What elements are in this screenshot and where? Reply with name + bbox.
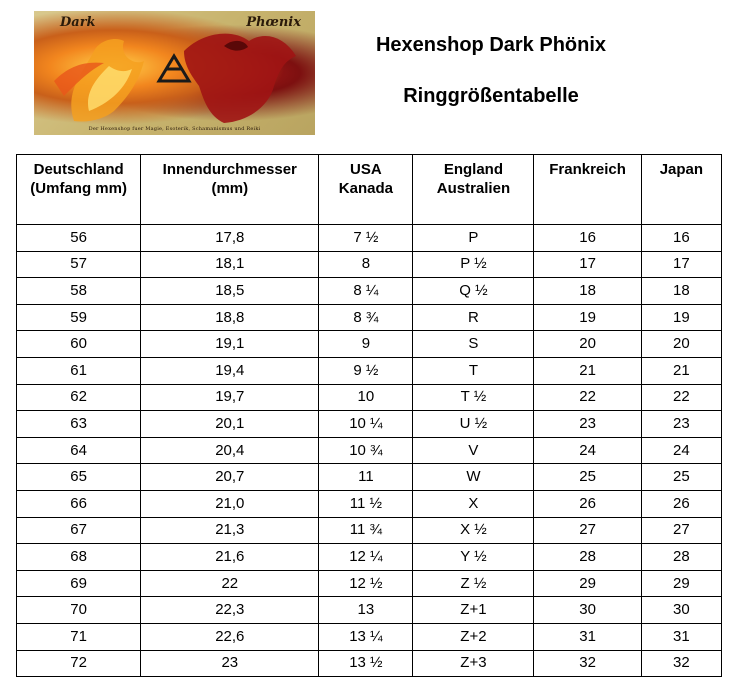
cell-england-australia: Z+2	[413, 623, 534, 650]
cell-japan: 17	[641, 251, 721, 278]
cell-france: 16	[534, 225, 641, 252]
cell-france: 23	[534, 411, 641, 438]
cell-japan: 29	[641, 570, 721, 597]
cell-france: 22	[534, 384, 641, 411]
cell-inner-diameter: 21,0	[141, 490, 319, 517]
cell-inner-diameter: 19,7	[141, 384, 319, 411]
cell-inner-diameter: 18,5	[141, 278, 319, 305]
cell-france: 25	[534, 464, 641, 491]
cell-usa-canada: 9	[319, 331, 413, 358]
cell-japan: 25	[641, 464, 721, 491]
header-usa-canada: USA Kanada	[319, 155, 413, 225]
cell-germany: 66	[17, 490, 141, 517]
cell-england-australia: R	[413, 304, 534, 331]
cell-germany: 57	[17, 251, 141, 278]
cell-japan: 18	[641, 278, 721, 305]
table-row	[17, 304, 722, 331]
cell-inner-diameter: 22	[141, 570, 319, 597]
header-japan: Japan	[641, 155, 721, 225]
cell-france: 29	[534, 570, 641, 597]
cell-usa-canada: 11	[319, 464, 413, 491]
cell-germany: 72	[17, 650, 141, 677]
cell-france: 19	[534, 304, 641, 331]
cell-japan: 16	[641, 225, 721, 252]
cell-japan: 24	[641, 437, 721, 464]
cell-germany: 64	[17, 437, 141, 464]
cell-germany: 71	[17, 623, 141, 650]
cell-inner-diameter: 18,8	[141, 304, 319, 331]
page-subtitle: Ringgrößentabelle	[403, 85, 579, 107]
cell-england-australia: Z ½	[413, 570, 534, 597]
cell-japan: 27	[641, 517, 721, 544]
table-row	[17, 278, 722, 305]
table-row	[17, 411, 722, 438]
cell-england-australia: Z+1	[413, 597, 534, 624]
cell-germany: 56	[17, 225, 141, 252]
cell-germany: 60	[17, 331, 141, 358]
table-row	[17, 517, 722, 544]
cell-japan: 21	[641, 357, 721, 384]
cell-england-australia: X ½	[413, 517, 534, 544]
cell-england-australia: V	[413, 437, 534, 464]
cell-germany: 58	[17, 278, 141, 305]
cell-inner-diameter: 22,6	[141, 623, 319, 650]
cell-germany: 68	[17, 544, 141, 571]
cell-germany: 61	[17, 357, 141, 384]
cell-usa-canada: 11 ¾	[319, 517, 413, 544]
table-row	[17, 490, 722, 517]
table-row	[17, 251, 722, 278]
cell-inner-diameter: 19,1	[141, 331, 319, 358]
cell-usa-canada: 11 ½	[319, 490, 413, 517]
table-row	[17, 597, 722, 624]
cell-japan: 28	[641, 544, 721, 571]
header-inner-diameter: Innendurchmesser (mm)	[141, 155, 319, 225]
cell-inner-diameter: 21,6	[141, 544, 319, 571]
cell-germany: 65	[17, 464, 141, 491]
cell-usa-canada: 10	[319, 384, 413, 411]
table-row	[17, 623, 722, 650]
cell-usa-canada: 8	[319, 251, 413, 278]
cell-england-australia: P ½	[413, 251, 534, 278]
cell-inner-diameter: 17,8	[141, 225, 319, 252]
table-row	[17, 544, 722, 571]
cell-england-australia: Q ½	[413, 278, 534, 305]
cell-inner-diameter: 23	[141, 650, 319, 677]
cell-england-australia: W	[413, 464, 534, 491]
cell-inner-diameter: 19,4	[141, 357, 319, 384]
cell-france: 30	[534, 597, 641, 624]
cell-germany: 70	[17, 597, 141, 624]
cell-usa-canada: 10 ¾	[319, 437, 413, 464]
table-row	[17, 464, 722, 491]
cell-usa-canada: 13	[319, 597, 413, 624]
cell-england-australia: U ½	[413, 411, 534, 438]
cell-japan: 20	[641, 331, 721, 358]
cell-inner-diameter: 18,1	[141, 251, 319, 278]
cell-usa-canada: 8 ¾	[319, 304, 413, 331]
cell-japan: 26	[641, 490, 721, 517]
cell-japan: 23	[641, 411, 721, 438]
table-body	[17, 225, 722, 677]
cell-germany: 62	[17, 384, 141, 411]
cell-germany: 59	[17, 304, 141, 331]
cell-inner-diameter: 20,1	[141, 411, 319, 438]
cell-usa-canada: 8 ¼	[319, 278, 413, 305]
cell-england-australia: T ½	[413, 384, 534, 411]
cell-inner-diameter: 20,4	[141, 437, 319, 464]
table-row	[17, 357, 722, 384]
table-row	[17, 225, 722, 252]
header-germany: Deutschland (Umfang mm)	[17, 155, 141, 225]
cell-germany: 67	[17, 517, 141, 544]
cell-france: 20	[534, 331, 641, 358]
cell-england-australia: Y ½	[413, 544, 534, 571]
cell-france: 27	[534, 517, 641, 544]
cell-france: 31	[534, 623, 641, 650]
header-row	[17, 155, 722, 225]
cell-inner-diameter: 22,3	[141, 597, 319, 624]
header-france: Frankreich	[534, 155, 641, 225]
cell-usa-canada: 12 ½	[319, 570, 413, 597]
banner-motto: Der Hexenshop fuer Magie, Esoterik, Schamanismus und Reiki	[88, 126, 261, 132]
cell-usa-canada: 12 ¼	[319, 544, 413, 571]
cell-england-australia: X	[413, 490, 534, 517]
cell-france: 28	[534, 544, 641, 571]
cell-england-australia: T	[413, 357, 534, 384]
cell-japan: 19	[641, 304, 721, 331]
cell-japan: 32	[641, 650, 721, 677]
cell-england-australia: P	[413, 225, 534, 252]
cell-japan: 31	[641, 623, 721, 650]
cell-inner-diameter: 21,3	[141, 517, 319, 544]
table-row	[17, 570, 722, 597]
cell-germany: 63	[17, 411, 141, 438]
cell-england-australia: S	[413, 331, 534, 358]
cell-inner-diameter: 20,7	[141, 464, 319, 491]
cell-france: 24	[534, 437, 641, 464]
header-england-australia: England Australien	[413, 155, 534, 225]
cell-usa-canada: 13 ½	[319, 650, 413, 677]
cell-france: 17	[534, 251, 641, 278]
cell-usa-canada: 13 ¼	[319, 623, 413, 650]
page-title: Hexenshop Dark Phönix	[375, 34, 607, 56]
cell-usa-canada: 10 ¼	[319, 411, 413, 438]
cell-japan: 22	[641, 384, 721, 411]
table-row	[17, 437, 722, 464]
cell-usa-canada: 9 ½	[319, 357, 413, 384]
table-row	[17, 331, 722, 358]
cell-japan: 30	[641, 597, 721, 624]
cell-france: 32	[534, 650, 641, 677]
cell-france: 18	[534, 278, 641, 305]
ring-size-table	[16, 154, 722, 677]
cell-germany: 69	[17, 570, 141, 597]
banner-word-left: Dark	[60, 15, 96, 30]
cell-usa-canada: 7 ½	[319, 225, 413, 252]
shop-banner	[34, 11, 315, 135]
table-row	[17, 384, 722, 411]
table-row	[17, 650, 722, 677]
cell-england-australia: Z+3	[413, 650, 534, 677]
cell-france: 21	[534, 357, 641, 384]
banner-word-right: Phœnix	[246, 15, 301, 30]
cell-france: 26	[534, 490, 641, 517]
